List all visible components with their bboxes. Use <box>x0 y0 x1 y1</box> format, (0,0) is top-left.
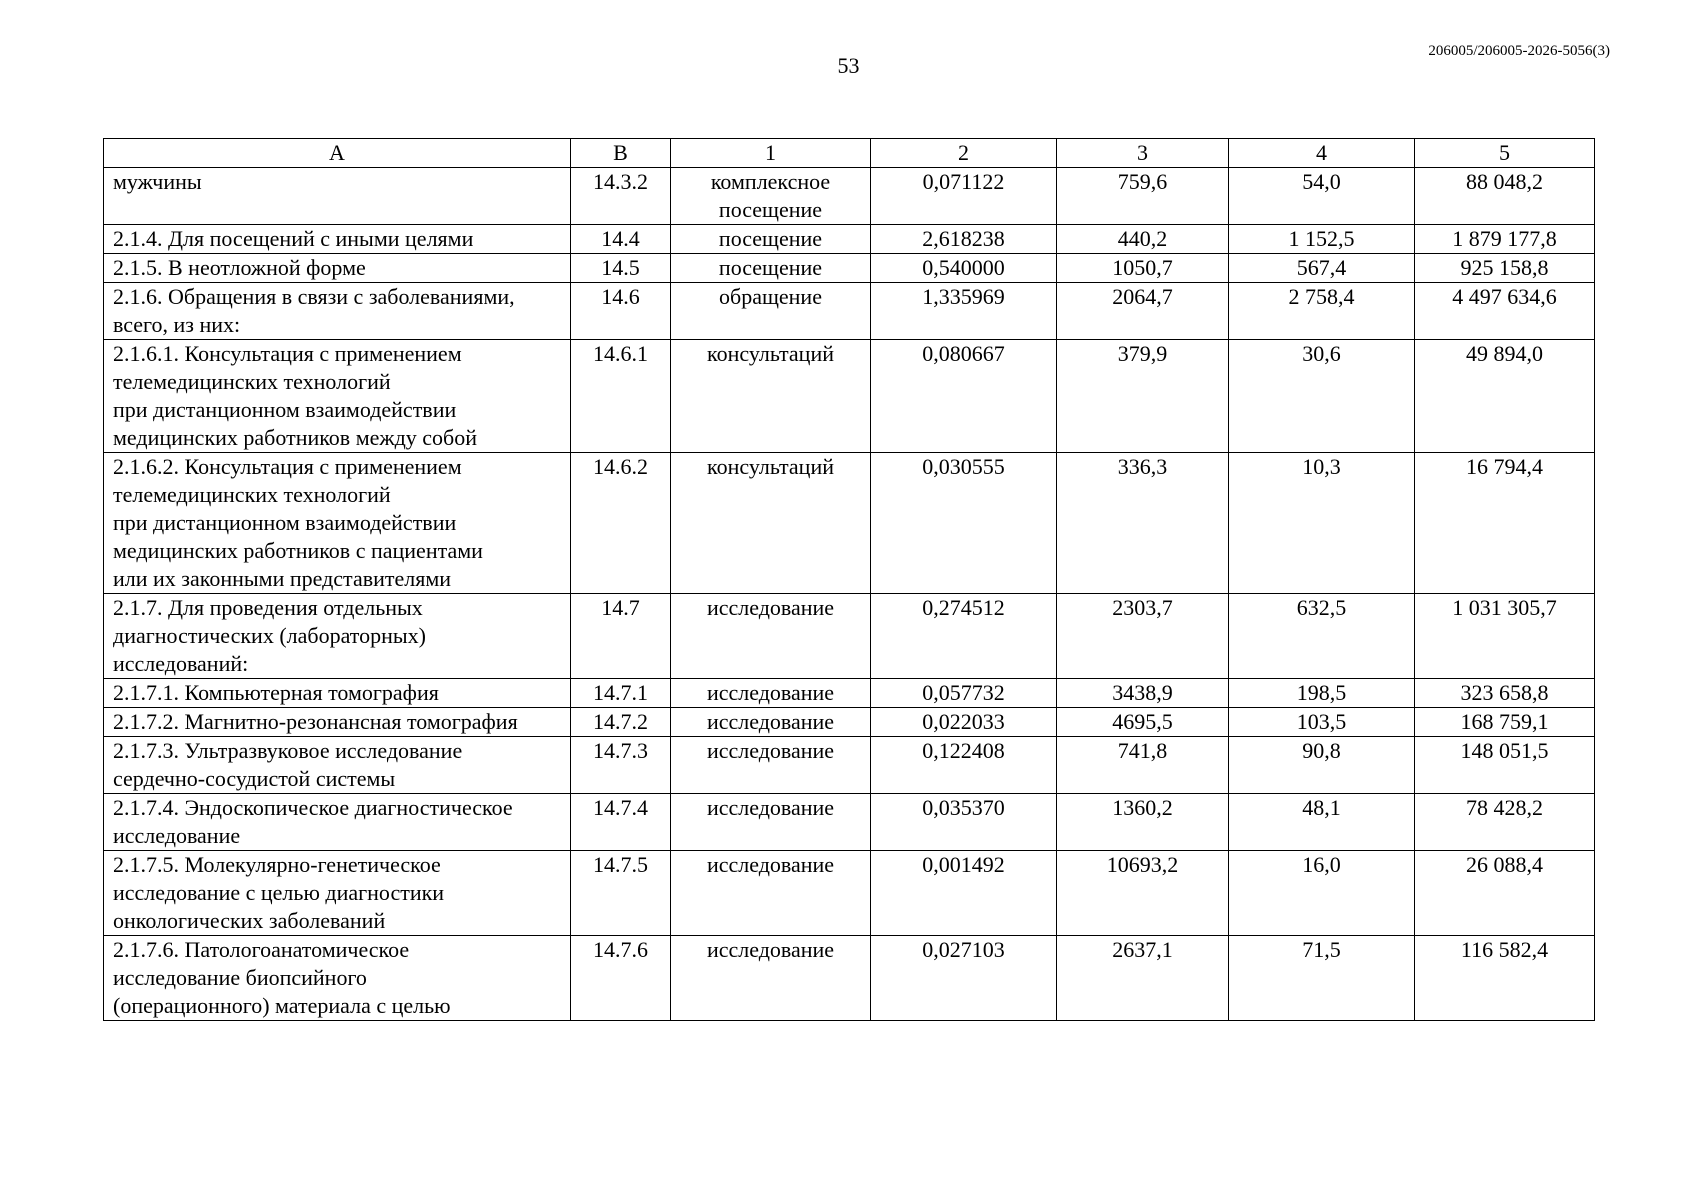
unit-cell: консультаций <box>671 340 871 453</box>
row-label-cell: 2.1.7.3. Ультразвуковое исследование сердечно-сосудистой системы <box>104 737 571 794</box>
row-code-cell: 14.7.2 <box>571 708 671 737</box>
row-code-cell: 14.7.3 <box>571 737 671 794</box>
row-code-cell: 14.6.1 <box>571 340 671 453</box>
table-row <box>104 254 1595 283</box>
row-label-cell: 2.1.6.2. Консультация с применением телемедицинских технологий при дистанционном взаимодействии медицинских работников с пациентами или их законными представителями <box>104 453 571 594</box>
row-code-cell: 14.7.6 <box>571 936 671 1021</box>
column-header-2: 2 <box>871 139 1057 168</box>
unit-cell: посещение <box>671 254 871 283</box>
total-amount-cell: 1 031 305,7 <box>1415 594 1595 679</box>
total-amount-cell: 49 894,0 <box>1415 340 1595 453</box>
cost-value-cell: 440,2 <box>1057 225 1229 254</box>
total-amount-cell: 148 051,5 <box>1415 737 1595 794</box>
table-row <box>104 453 1595 594</box>
cost-value-cell: 2303,7 <box>1057 594 1229 679</box>
total-amount-cell: 168 759,1 <box>1415 708 1595 737</box>
table-row <box>104 340 1595 453</box>
column-header-4: 4 <box>1229 139 1415 168</box>
total-amount-cell: 26 088,4 <box>1415 851 1595 936</box>
total-amount-cell: 116 582,4 <box>1415 936 1595 1021</box>
cost-value-cell: 379,9 <box>1057 340 1229 453</box>
row-label-cell: 2.1.7.4. Эндоскопическое диагностическое исследование <box>104 794 571 851</box>
norm-value-cell: 0,540000 <box>871 254 1057 283</box>
table-row <box>104 708 1595 737</box>
unit-cell: исследование <box>671 594 871 679</box>
row-code-cell: 14.7 <box>571 594 671 679</box>
cost-value-cell: 10693,2 <box>1057 851 1229 936</box>
norm-value-cell: 0,080667 <box>871 340 1057 453</box>
unit-cell: исследование <box>671 851 871 936</box>
cost-value-cell: 741,8 <box>1057 737 1229 794</box>
row-code-cell: 14.6.2 <box>571 453 671 594</box>
cost-value-cell: 759,6 <box>1057 168 1229 225</box>
per-capita-cell: 198,5 <box>1229 679 1415 708</box>
total-amount-cell: 925 158,8 <box>1415 254 1595 283</box>
unit-cell: комплексное посещение <box>671 168 871 225</box>
row-code-cell: 14.7.1 <box>571 679 671 708</box>
table-row <box>104 168 1595 225</box>
per-capita-cell: 16,0 <box>1229 851 1415 936</box>
table-row <box>104 594 1595 679</box>
norm-value-cell: 2,618238 <box>871 225 1057 254</box>
unit-cell: исследование <box>671 737 871 794</box>
row-code-cell: 14.7.5 <box>571 851 671 936</box>
norm-value-cell: 0,027103 <box>871 936 1057 1021</box>
table-body <box>104 168 1595 1021</box>
row-label-cell: 2.1.7.6. Патологоанатомическое исследование биопсийного (операционного) материала с целью <box>104 936 571 1021</box>
row-code-cell: 14.3.2 <box>571 168 671 225</box>
per-capita-cell: 2 758,4 <box>1229 283 1415 340</box>
data-table <box>103 138 1595 1021</box>
norm-value-cell: 0,030555 <box>871 453 1057 594</box>
table-row <box>104 737 1595 794</box>
row-label-cell: 2.1.7.5. Молекулярно-генетическое исследование с целью диагностики онкологических заболеваний <box>104 851 571 936</box>
column-header-1: 1 <box>671 139 871 168</box>
row-label-cell: 2.1.7.1. Компьютерная томография <box>104 679 571 708</box>
row-code-cell: 14.7.4 <box>571 794 671 851</box>
unit-cell: исследование <box>671 708 871 737</box>
row-label-cell: 2.1.4. Для посещений с иными целями <box>104 225 571 254</box>
document-code: 206005/206005-2026-5056(3) <box>1428 43 1610 59</box>
column-header-5: 5 <box>1415 139 1595 168</box>
per-capita-cell: 30,6 <box>1229 340 1415 453</box>
cost-value-cell: 1050,7 <box>1057 254 1229 283</box>
norm-value-cell: 0,057732 <box>871 679 1057 708</box>
cost-value-cell: 2064,7 <box>1057 283 1229 340</box>
total-amount-cell: 16 794,4 <box>1415 453 1595 594</box>
unit-cell: консультаций <box>671 453 871 594</box>
row-code-cell: 14.4 <box>571 225 671 254</box>
cost-value-cell: 1360,2 <box>1057 794 1229 851</box>
per-capita-cell: 54,0 <box>1229 168 1415 225</box>
cost-value-cell: 4695,5 <box>1057 708 1229 737</box>
row-label-cell: 2.1.7.2. Магнитно-резонансная томография <box>104 708 571 737</box>
row-label-cell: 2.1.5. В неотложной форме <box>104 254 571 283</box>
norm-value-cell: 1,335969 <box>871 283 1057 340</box>
norm-value-cell: 0,274512 <box>871 594 1057 679</box>
total-amount-cell: 1 879 177,8 <box>1415 225 1595 254</box>
unit-cell: исследование <box>671 936 871 1021</box>
per-capita-cell: 1 152,5 <box>1229 225 1415 254</box>
per-capita-cell: 632,5 <box>1229 594 1415 679</box>
cost-value-cell: 2637,1 <box>1057 936 1229 1021</box>
cost-value-cell: 336,3 <box>1057 453 1229 594</box>
column-header-3: 3 <box>1057 139 1229 168</box>
norm-value-cell: 0,122408 <box>871 737 1057 794</box>
per-capita-cell: 90,8 <box>1229 737 1415 794</box>
total-amount-cell: 323 658,8 <box>1415 679 1595 708</box>
row-label-cell: 2.1.6.1. Консультация с применением телемедицинских технологий при дистанционном взаимодействии медицинских работников между собой <box>104 340 571 453</box>
norm-value-cell: 0,022033 <box>871 708 1057 737</box>
total-amount-cell: 88 048,2 <box>1415 168 1595 225</box>
per-capita-cell: 71,5 <box>1229 936 1415 1021</box>
row-label-cell: 2.1.7. Для проведения отдельных диагностических (лабораторных) исследований: <box>104 594 571 679</box>
total-amount-cell: 78 428,2 <box>1415 794 1595 851</box>
per-capita-cell: 103,5 <box>1229 708 1415 737</box>
table-row <box>104 679 1595 708</box>
row-label-cell: 2.1.6. Обращения в связи с заболеваниями, всего, из них: <box>104 283 571 340</box>
table-row <box>104 794 1595 851</box>
unit-cell: исследование <box>671 679 871 708</box>
per-capita-cell: 10,3 <box>1229 453 1415 594</box>
row-code-cell: 14.6 <box>571 283 671 340</box>
row-label-cell: мужчины <box>104 168 571 225</box>
total-amount-cell: 4 497 634,6 <box>1415 283 1595 340</box>
column-header-b: В <box>571 139 671 168</box>
unit-cell: исследование <box>671 794 871 851</box>
norm-value-cell: 0,035370 <box>871 794 1057 851</box>
table-row <box>104 283 1595 340</box>
norm-value-cell: 0,071122 <box>871 168 1057 225</box>
table-header-row <box>104 139 1595 168</box>
per-capita-cell: 567,4 <box>1229 254 1415 283</box>
table-row <box>104 225 1595 254</box>
row-code-cell: 14.5 <box>571 254 671 283</box>
norm-value-cell: 0,001492 <box>871 851 1057 936</box>
table-row <box>104 851 1595 936</box>
unit-cell: обращение <box>671 283 871 340</box>
page-number: 53 <box>837 53 860 78</box>
cost-value-cell: 3438,9 <box>1057 679 1229 708</box>
per-capita-cell: 48,1 <box>1229 794 1415 851</box>
column-header-a: А <box>104 139 571 168</box>
table-row <box>104 936 1595 1021</box>
unit-cell: посещение <box>671 225 871 254</box>
